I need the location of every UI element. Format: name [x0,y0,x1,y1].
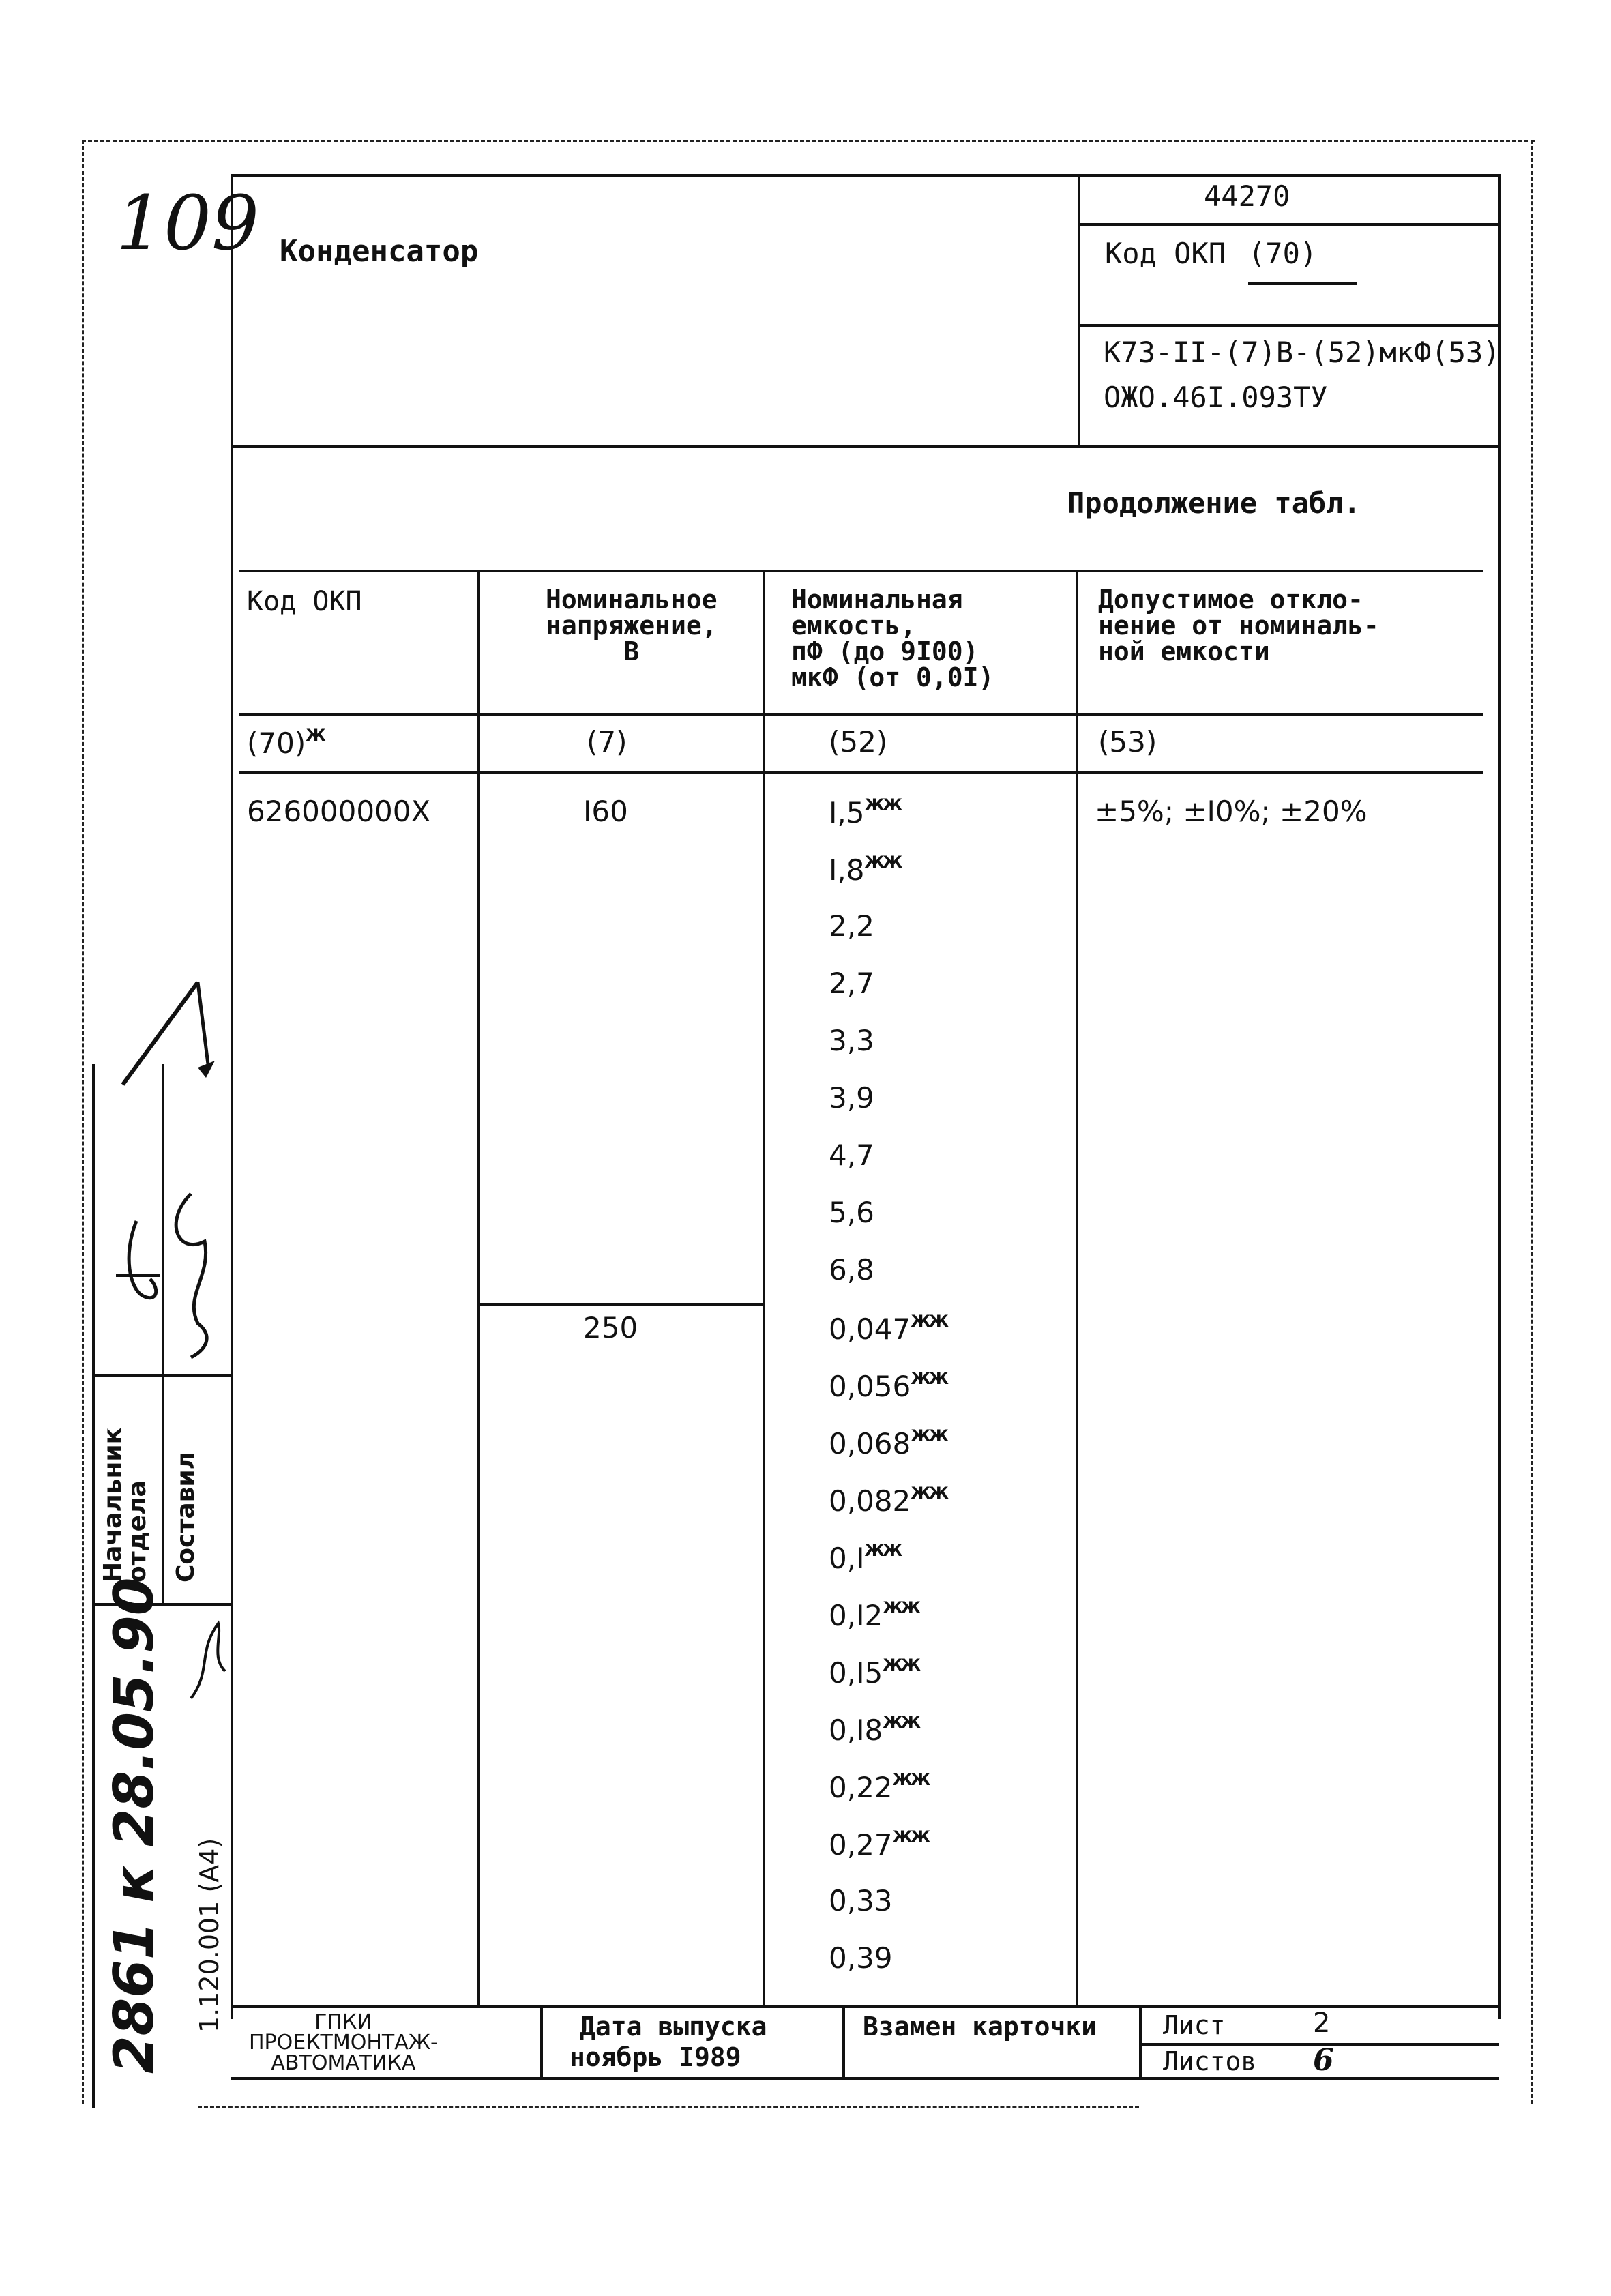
capacitance-number: 0,I2 [829,1599,883,1632]
table-header-rule [239,713,1483,716]
spec-number: ОЖО.46I.093ТУ [1104,381,1328,414]
release-date: ноябрь I989 [570,2042,741,2072]
capacitance-value [829,1140,874,1171]
capacitance-value [829,797,900,828]
capacitance-value [829,1428,947,1459]
capacitance-number: 6,8 [829,1253,874,1286]
capacitance-number: 0,056 [829,1370,911,1403]
okp-code: (70) [1248,237,1318,270]
footer-bottom [231,2077,1499,2080]
capacitance-value [829,1198,874,1228]
capacitance-value [829,969,874,999]
compiled-by-label: Составил [172,1451,200,1583]
capacitance-value [829,854,900,885]
footer-divider-3 [1139,2005,1142,2077]
footer-top [231,2005,1499,2008]
header-divider [1078,174,1080,447]
capacitance-value [829,1771,928,1803]
document-number: 44270 [1204,179,1290,213]
capacitance-value [829,1714,919,1746]
footnote-mark: ЖЖ [911,1369,947,1388]
header-okp: Код ОКП [247,586,362,617]
footnote-mark: ЖЖ [911,1312,947,1331]
capacitance-value [829,1485,947,1516]
footnote-mark: ЖЖ [864,1541,901,1560]
capacitance-number: 0,39 [829,1941,893,1975]
form-code: 1.120.001 (А4) [194,1838,224,2033]
document-title: Конденсатор [280,234,479,269]
voltage-160: I60 [583,795,628,828]
footnote-mark: ЖЖ [883,1713,919,1732]
capacitance-number: 0,047 [829,1312,911,1346]
table-code-rule [239,771,1483,774]
sheet-value: 2 [1313,2007,1331,2039]
capacitance-number: 2,7 [829,967,874,1000]
capacitance-value [829,911,874,941]
col-divider-3 [1076,570,1078,2005]
voltage-group-rule [477,1303,764,1306]
header-rule-1 [1078,223,1499,226]
signatures-image [95,969,232,1378]
footer-divider-2 [842,2005,845,2077]
head-of-department-label: Начальник отдела [99,1427,151,1583]
okp-value: 626000000Х [247,795,431,828]
capacitance-value [829,1829,928,1860]
capacitance-value [829,1542,900,1574]
scan-border-left [82,140,84,2104]
footnote-mark: ЖЖ [911,1426,947,1445]
footnote-mark: ЖЖ [864,853,901,872]
footnote-mark: ЖЖ [911,1484,947,1503]
footnote-mark: ЖЖ [892,1770,929,1789]
scan-border-bottom [198,2106,1139,2108]
capacitance-number: 0,I [829,1542,865,1575]
header-bottom [231,445,1499,448]
capacitance-number: 4,7 [829,1138,874,1172]
capacitance-value [829,1313,947,1344]
sheet-label: Лист [1163,2010,1226,2040]
capacitance-value [829,1026,874,1056]
page-number: 109 [116,179,259,267]
code-70: $(70)^Ж$ [247,726,324,760]
footnote-mark: ЖЖ [883,1655,919,1675]
replaces-label: Взамен карточки [863,2012,1097,2042]
capacitance-number: 0,33 [829,1884,893,1917]
designation: К73-II-(7)В-(52)мкФ(53) [1104,336,1501,369]
scan-border-top [82,140,1535,142]
capacitance-number: 0,068 [829,1427,911,1460]
capacitance-number: 0,082 [829,1484,911,1518]
code-7: (7) [587,725,627,759]
capacitance-number: I,8 [829,853,865,887]
capacitance-number: 0,22 [829,1771,893,1804]
col-divider-2 [763,570,765,2005]
capacitance-number: 0,27 [829,1828,893,1861]
code-52: (52) [829,725,888,759]
sheets-label: Листов [1163,2046,1257,2076]
header-rule-2 [1078,324,1499,327]
frame-right [1498,174,1501,2019]
footnote-mark: ЖЖ [864,795,901,814]
header-tolerance: Допустимое откло- нение от номиналь- ной емкости [1098,585,1379,666]
table-top-rule [239,570,1483,572]
capacitance-number: 0,I5 [829,1656,883,1690]
continuation-label: Продолжение табл. [1067,486,1361,520]
capacitance-number: 3,3 [829,1024,874,1057]
tolerance-value: ±5%; ±I0%; ±20% [1095,795,1368,828]
col-divider-1 [477,570,480,2005]
footnote-mark: ЖЖ [883,1598,919,1617]
capacitance-number: 2,2 [829,909,874,943]
okp-label: Код ОКП [1105,237,1226,270]
capacitance-value [829,1600,919,1631]
capacitance-value [829,1657,919,1688]
okp-underline [1248,282,1357,285]
footer-org: ГПКИ ПРОЕКТМОНТАЖ- АВТОМАТИКА [249,2010,438,2075]
code-53: (53) [1098,725,1157,759]
capacitance-number: 0,I8 [829,1713,883,1747]
footnote-mark: ЖЖ [892,1827,929,1846]
header-voltage: Номинальное напряжение, В [546,585,718,666]
voltage-250: 250 [583,1311,638,1344]
archive-note: 2861 к 28.05.90 [102,1577,166,2074]
header-capacitance: Номинальная емкость, пФ (до 9I00) мкФ (от 0,0I) [791,585,994,692]
scan-border-right [1531,140,1533,2104]
capacitance-value [829,1255,874,1285]
capacitance-value [829,1370,947,1402]
capacitance-number: 5,6 [829,1196,874,1229]
sheets-value: 6 [1313,2043,1334,2078]
frame-top [231,174,1499,177]
signature-small-image [184,1610,232,1705]
capacitance-value [829,1083,874,1113]
capacitance-value [829,1943,893,1973]
stamp-left-line [92,1064,95,2108]
capacitance-number: 3,9 [829,1081,874,1115]
capacitance-number: I,5 [829,796,865,829]
release-label: Дата выпуска [580,2012,767,2042]
capacitance-value [829,1886,893,1916]
footer-divider-1 [540,2005,543,2077]
